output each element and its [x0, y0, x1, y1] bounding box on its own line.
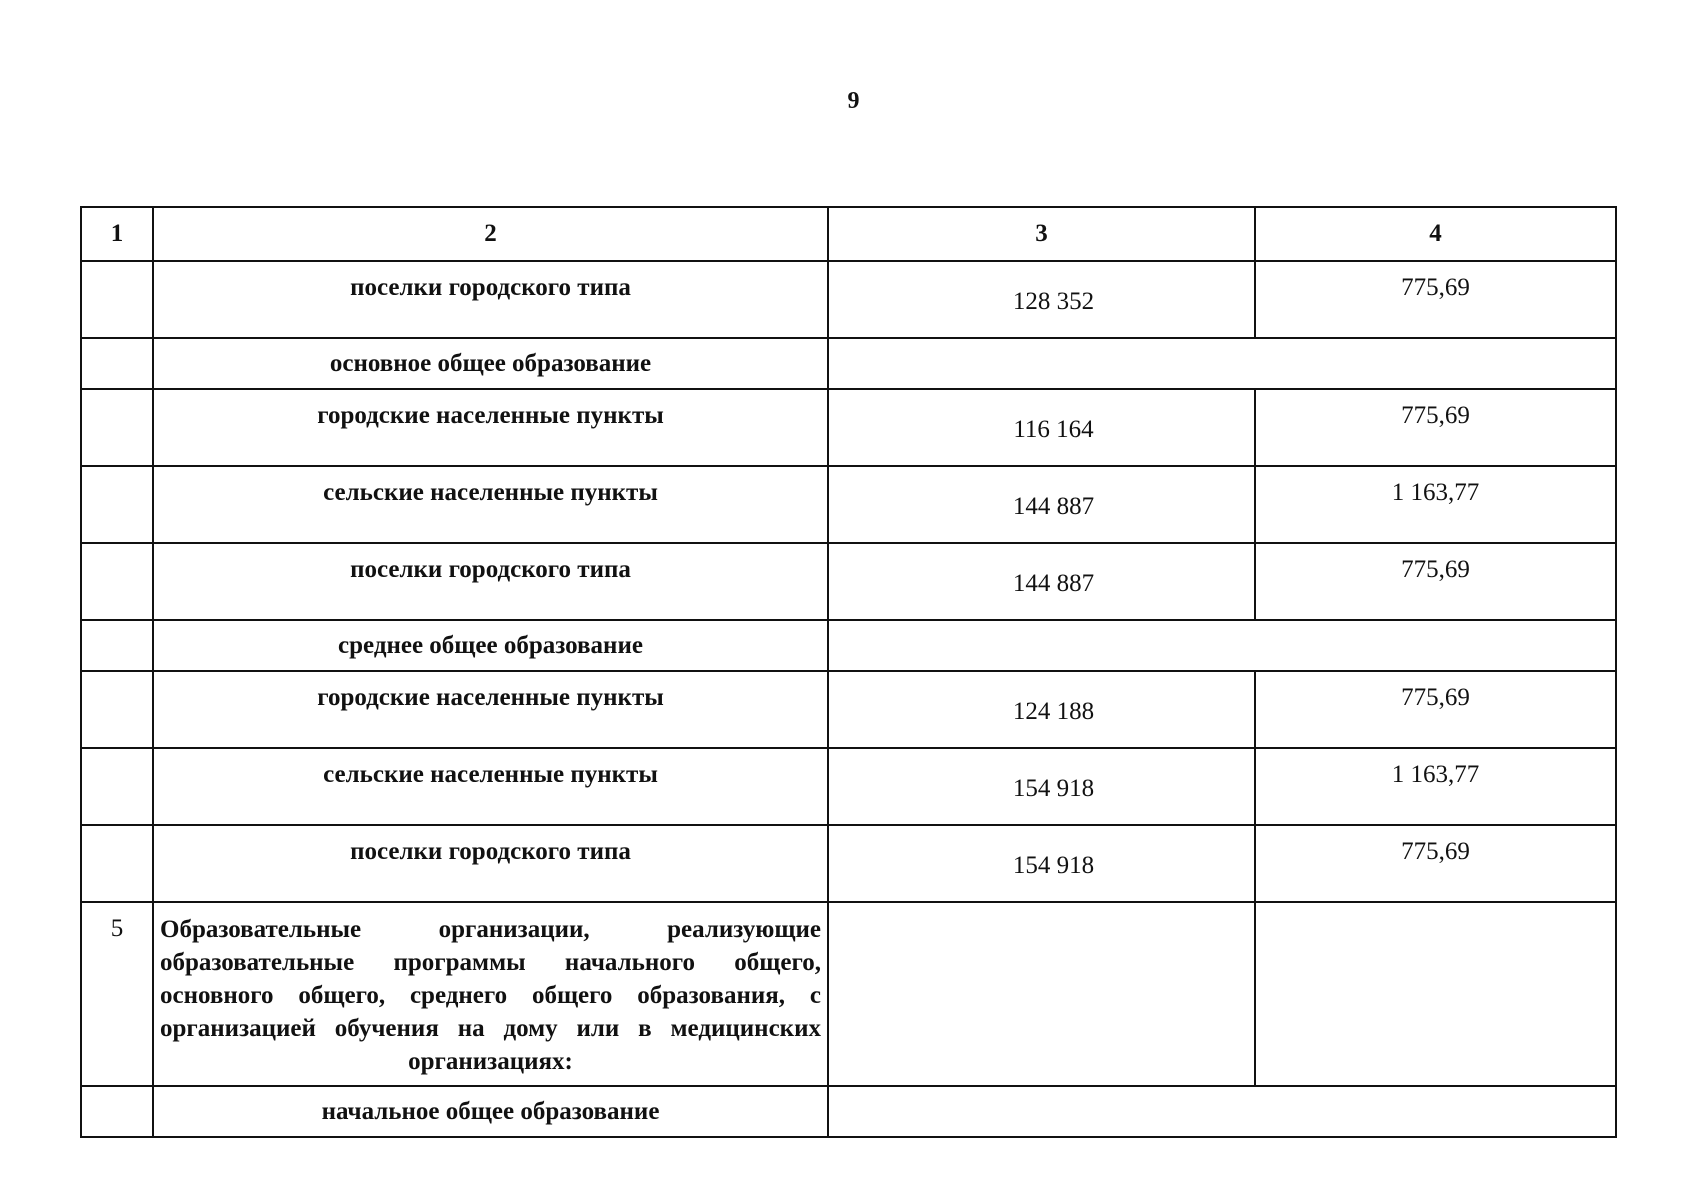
row-value-col4: 775,69	[1255, 543, 1616, 620]
row-name: городские населенные пункты	[153, 671, 828, 748]
row-value-col4: 775,69	[1255, 261, 1616, 338]
row-value-col4: 1 163,77	[1255, 466, 1616, 543]
row-value-col3: 154 918	[828, 748, 1255, 825]
row-value-col4: 775,69	[1255, 825, 1616, 902]
table-row	[81, 261, 1616, 338]
row-number	[81, 825, 153, 902]
section-empty-cell	[828, 1086, 1616, 1137]
row-value-col3: 154 918	[828, 825, 1255, 902]
row-value-col3: 128 352	[828, 261, 1255, 338]
row-number	[81, 1086, 153, 1137]
table-row	[81, 748, 1616, 825]
row-value-col4	[1255, 902, 1616, 1086]
section-empty-cell	[828, 620, 1616, 671]
header-cell-2: 2	[153, 207, 828, 261]
section-title: основное общее образование	[153, 338, 828, 389]
row-number	[81, 543, 153, 620]
section-row	[81, 620, 1616, 671]
row-value-col3: 116 164	[828, 389, 1255, 466]
row-number	[81, 748, 153, 825]
row-number	[81, 671, 153, 748]
section-title: начальное общее образование	[153, 1086, 828, 1137]
row-number	[81, 389, 153, 466]
page-number: 9	[847, 88, 860, 114]
row-number	[81, 620, 153, 671]
row-number: 5	[81, 902, 153, 1086]
section-row	[81, 338, 1616, 389]
row-name: городские населенные пункты	[153, 389, 828, 466]
row-name: сельские населенные пункты	[153, 748, 828, 825]
row-name: поселки городского типа	[153, 825, 828, 902]
row-value-col3: 144 887	[828, 543, 1255, 620]
row-number	[81, 466, 153, 543]
row-value-col4: 775,69	[1255, 389, 1616, 466]
tariff-table	[80, 206, 1617, 1138]
row-name: поселки городского типа	[153, 543, 828, 620]
row-number	[81, 338, 153, 389]
header-cell-3: 3	[828, 207, 1255, 261]
row-value-col3: 124 188	[828, 671, 1255, 748]
header-cell-4: 4	[1255, 207, 1616, 261]
table-row	[81, 543, 1616, 620]
row-name: сельские населенные пункты	[153, 466, 828, 543]
row-value-col4: 1 163,77	[1255, 748, 1616, 825]
row-name: поселки городского типа	[153, 261, 828, 338]
section-row	[81, 1086, 1616, 1137]
org-row	[81, 902, 1616, 1086]
table-row	[81, 825, 1616, 902]
org-description: Образовательные организации, реализующие образовательные программы начального общего, основного общего, среднего общего образования, с организацией обучения на дому или в медицинских организациях:	[153, 902, 828, 1086]
section-empty-cell	[828, 338, 1616, 389]
row-number	[81, 261, 153, 338]
table-header-row	[81, 207, 1616, 261]
row-value-col4: 775,69	[1255, 671, 1616, 748]
row-value-col3: 144 887	[828, 466, 1255, 543]
table-row	[81, 389, 1616, 466]
table-row	[81, 466, 1616, 543]
row-value-col3	[828, 902, 1255, 1086]
section-title: среднее общее образование	[153, 620, 828, 671]
header-cell-1: 1	[81, 207, 153, 261]
table-row	[81, 671, 1616, 748]
